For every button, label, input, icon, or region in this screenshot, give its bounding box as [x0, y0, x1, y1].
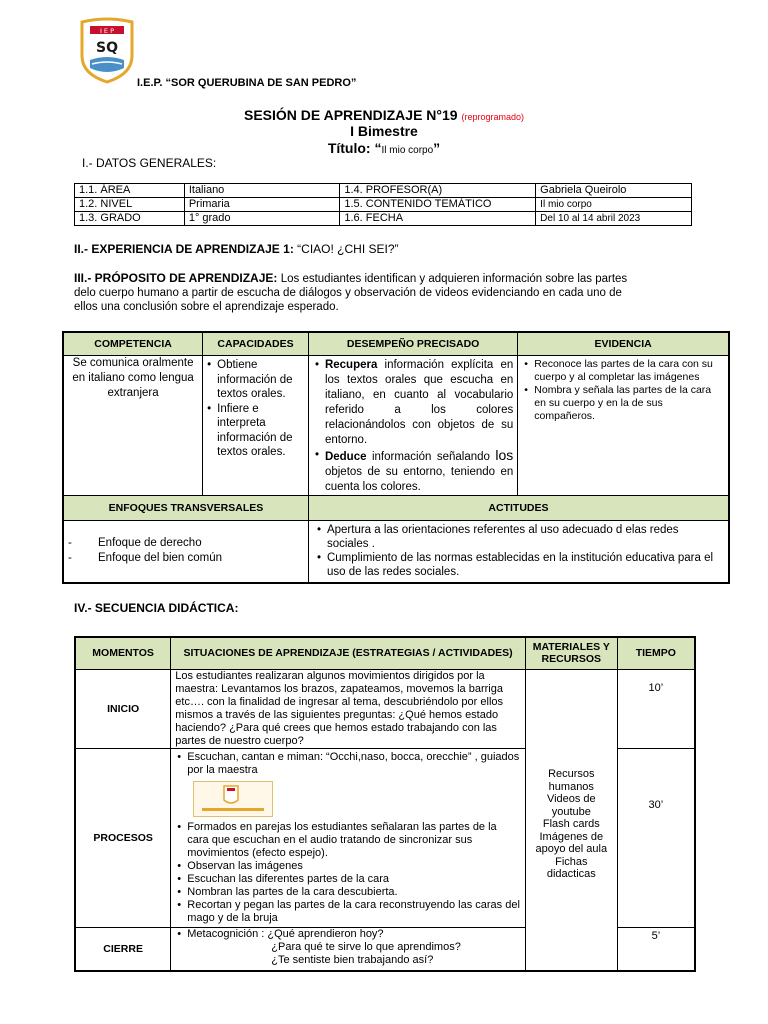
header-materiales: MATERIALES Y RECURSOS — [525, 637, 617, 669]
list-item: • Formados en parejas los estudiantes señalaran las partes de la cara que escuchan en el audio tratando de sincronizar sus movimientos (efecto espejo). — [175, 821, 521, 860]
list-item: • Deduce información señalando los objetos de su entorno, teniendo en cuenta los colores. — [313, 448, 513, 495]
procesos-list — [171, 748, 526, 927]
competencia-text: Se comunica oralmente en italiano como lengua extranjera — [63, 356, 203, 496]
materiales-cell: Recursos humanos Videos de youtube Flash cards Imágenes de apoyo del aula Fichas didacticas — [525, 669, 617, 971]
procesos-time: 30’ — [617, 748, 695, 927]
svg-text:SQ: SQ — [96, 40, 118, 56]
header-desempeno: DESEMPEÑO PRECISADO — [308, 332, 517, 356]
svg-text:I E P: I E P — [99, 27, 115, 35]
cierre-q3: ¿Te sentiste bien trabajando así? — [271, 953, 434, 966]
cell: 1.6. FECHA — [340, 212, 536, 226]
cierre-questions — [171, 927, 526, 971]
school-logo — [78, 16, 136, 84]
list-item: • Recupera información explícita en los textos orales que escucha en italiano, en cuanto al vocabulario referido a los colores relacionándolos con objetos de su entorno. — [313, 358, 513, 448]
table-row — [75, 212, 692, 226]
secuencia-table — [74, 636, 696, 972]
titulo: Título: “Il mio corpo” — [327, 140, 441, 156]
inicio-time: 10’ — [617, 669, 695, 748]
competencias-table — [62, 331, 730, 584]
cell: 1.1. ÁREA — [75, 184, 185, 198]
list-item: • Obtiene información de textos orales. — [205, 358, 306, 402]
datos-generales-table — [74, 183, 692, 226]
proposito-paragraph: III.- PRÓPOSITO DE APRENDIZAJE: Los estudiantes identifican y adquieren información sobre las partes delo cuerpo humano a partir de escucha de diálogos y observación de videos evidenciando en cada uno de ellos una conclusión sobre el aprendizaje esperado. — [74, 271, 628, 313]
table-row — [75, 184, 692, 198]
cell: 1° grado — [184, 212, 340, 226]
momento-cierre: CIERRE — [75, 927, 171, 971]
cierre-time: 5’ — [617, 927, 695, 971]
secuencia-heading: IV.- SECUENCIA DIDÁCTICA: — [74, 601, 239, 615]
session-title: SESIÓN DE APRENDIZAJE N°19 (reprogramado) — [244, 107, 524, 123]
cell: Del 10 al 14 abril 2023 — [536, 212, 692, 226]
header-enfoques: ENFOQUES TRANSVERSALES — [63, 496, 308, 521]
list-item: - Enfoque del bien común — [68, 552, 223, 565]
momento-procesos: PROCESOS — [75, 748, 171, 927]
list-item: • Apertura a las orientaciones referentes al uso adecuado d elas redes sociales . — [315, 523, 722, 551]
video-thumbnail-image — [193, 781, 273, 817]
header-competencia: COMPETENCIA — [63, 332, 203, 356]
list-item: • Observan las imágenes — [175, 860, 521, 873]
list-item: • Nombran las partes de la cara descubierta. — [175, 886, 521, 899]
cell: 1.4. PROFESOR(A) — [340, 184, 536, 198]
experiencia-heading: II.- EXPERIENCIA DE APRENDIZAJE 1: “CIAO! ¿CHI SEI?” — [74, 242, 399, 256]
list-item: • Recortan y pegan las partes de la cara reconstruyendo las caras del mago y de la bruja — [175, 899, 521, 925]
desempeno-list — [308, 356, 517, 496]
enfoques-list — [63, 521, 308, 583]
header-momentos: MOMENTOS — [75, 637, 171, 669]
list-item: - Enfoque de derecho — [68, 537, 202, 550]
list-item: • Cumplimiento de las normas establecidas en la institución educativa para el uso de las redes sociales. — [315, 551, 722, 579]
cell: 1.5. CONTENIDO TEMÁTICO — [340, 198, 536, 212]
cell: Il mio corpo — [536, 198, 692, 212]
cell: 1.3. GRADO — [75, 212, 185, 226]
list-item: • Escuchan, cantan e miman: “Occhi,naso, bocca, orecchie” , guiados por la maestra — [175, 751, 521, 777]
reprogramado-note: (reprogramado) — [461, 112, 524, 122]
actitudes-list — [308, 521, 729, 583]
header-capacidades: CAPACIDADES — [203, 332, 309, 356]
header-actitudes: ACTITUDES — [308, 496, 729, 521]
cell: 1.2. NIVEL — [75, 198, 185, 212]
cierre-q2: ¿Para qué te sirve lo que aprendimos? — [271, 940, 461, 953]
capacidades-list — [203, 356, 309, 496]
cell: Primaria — [184, 198, 340, 212]
inicio-text: Los estudiantes realizaran algunos movimientos dirigidos por la maestra: Levantamos los brazos, zapateamos, movemos la barriga etc…. con la finalidad de ingresar al tema, descubriéndolo por ellos mismos a través de las siguientes preguntas: ¿Qué hemos estado haciendo? ¿Para qué crees que hemos estado trabajando con las partes de nuestro cuerpo? — [171, 669, 526, 748]
header-situaciones: SITUACIONES DE APRENDIZAJE (ESTRATEGIAS / ACTIVIDADES) — [171, 637, 526, 669]
list-item: • Metacognición : ¿Qué aprendieron hoy? — [175, 928, 521, 941]
header-tiempo: TIEMPO — [617, 637, 695, 669]
list-item: • Infiere e interpreta información de textos orales. — [205, 402, 306, 460]
list-item: • Nombra y señala las partes de la cara en su cuerpo y en la de sus compañeros. — [522, 384, 724, 423]
header-evidencia: EVIDENCIA — [518, 332, 729, 356]
table-row — [75, 198, 692, 212]
list-item: • Escuchan las diferentes partes de la cara — [175, 873, 521, 886]
evidencia-list — [518, 356, 729, 496]
bimestre: I Bimestre — [350, 123, 418, 139]
momento-inicio: INICIO — [75, 669, 171, 748]
school-name: I.E.P. “SOR QUERUBINA DE SAN PEDRO” — [137, 77, 357, 89]
list-item: • Reconoce las partes de la cara con su cuerpo y al completar las imágenes — [522, 358, 724, 384]
cell: Italiano — [184, 184, 340, 198]
datos-generales-heading: I.- DATOS GENERALES: — [82, 156, 217, 170]
cell: Gabriela Queirolo — [536, 184, 692, 198]
